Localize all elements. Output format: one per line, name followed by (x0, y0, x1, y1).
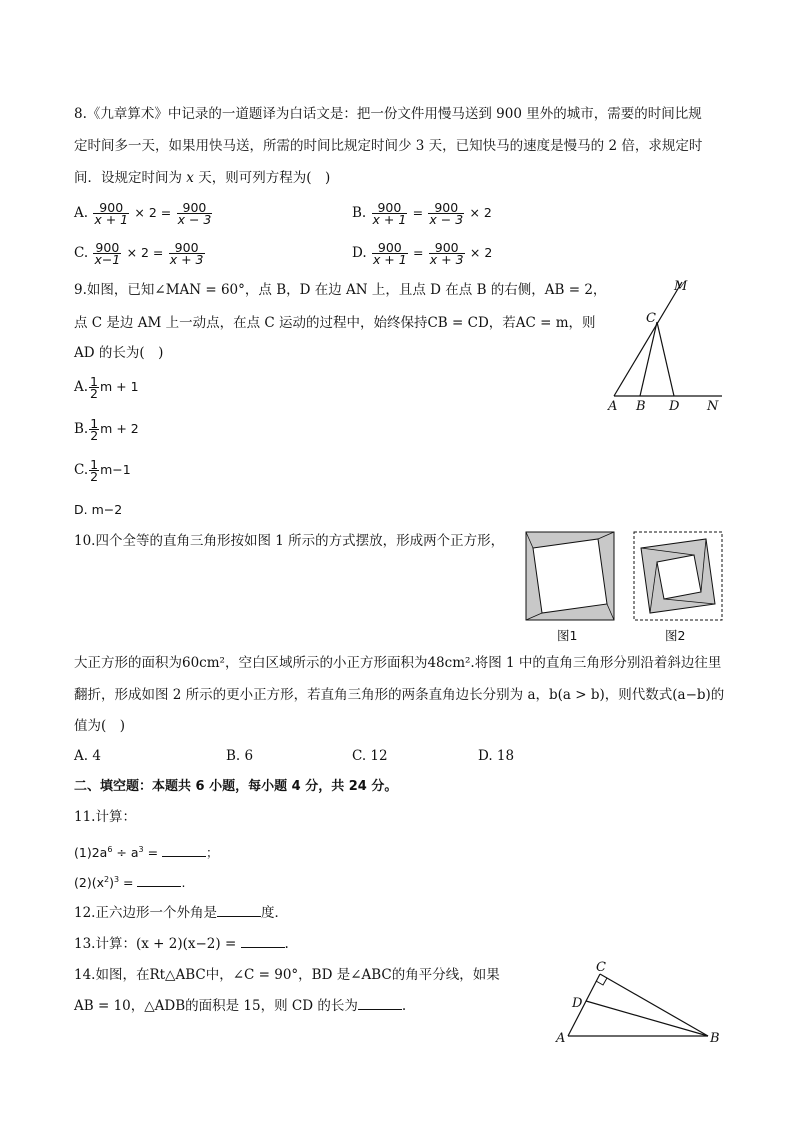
q8-line1: 8.《九章算术》中记录的一道题译为白话文是：把一份文件用慢马送到 900 里外的城市，需要的时间比规 (74, 106, 702, 122)
q10-figure-2-caption: 图2 (665, 628, 686, 643)
q8-variable: x (186, 170, 194, 186)
q14-label-b: B (710, 1031, 720, 1046)
q9-label-m: M (674, 279, 688, 294)
q10-option-b[interactable]: B. 6 (226, 748, 254, 764)
q10-option-a[interactable]: A. 4 (74, 748, 101, 764)
q8-option-c[interactable]: C. $\frac{900}{x-1}$ × 2 = $\frac{900}{x + 3}$ (74, 240, 204, 267)
q11-part1: $(1)2a^6 \div a^3$ = ； (74, 840, 219, 863)
q14-line2: AB = 10，△ADB的面积是 15，则 CD 的长为 . (74, 995, 406, 1016)
q8-option-a[interactable]: A. $\frac{900}{x + 1}$ × 2 = $\frac{900}{x - 3}$ (74, 200, 212, 227)
q9-option-d[interactable]: D. m−2 (74, 502, 123, 517)
q11-part2: $(2)(x^2)^3$ = . (74, 870, 185, 893)
q10-option-d[interactable]: D. 18 (478, 748, 515, 764)
q9-line2: 点 C 是边 AM 上一动点，在点 C 运动的过程中，始终保持CB = CD，若AC = m，则 (74, 315, 596, 331)
q12-answer-blank[interactable] (217, 902, 261, 917)
q10-option-c[interactable]: C. 12 (352, 748, 388, 764)
q11-answer-blank-2[interactable] (137, 872, 181, 887)
q9-option-a[interactable]: A. $\frac{1}{2}$ m + 1 (74, 374, 139, 401)
q9-label-b: B (636, 399, 646, 414)
q10-figure-1 (524, 530, 616, 622)
q10-line4: 值为( ) (74, 718, 126, 734)
q14-answer-blank[interactable] (358, 995, 402, 1010)
q13-answer-blank[interactable] (241, 933, 285, 948)
q9-label-a: A (608, 399, 618, 414)
q8-line3: 间．设规定时间为 x 天，则可列方程为( ) (74, 170, 331, 186)
q9-line3: AD 的长为( ) (74, 345, 164, 361)
q11-title: 11.计算： (74, 809, 136, 825)
q14-label-a: A (556, 1031, 566, 1046)
q10-line3: 翻折，形成如图 2 所示的更小正方形，若直角三角形的两条直角边长分别为 a，b(a > b)，则代数式(a−b)的 (74, 687, 725, 703)
q9-label-n: N (707, 399, 719, 414)
q9-label-c: C (646, 311, 656, 326)
q8-line2: 定时间多一天，如果用快马送，所需的时间比规定时间少 3 天，已知快马的速度是慢马的 2 倍，求规定时 (74, 138, 703, 154)
q9-label-d: D (669, 399, 680, 414)
q10-line1: 10.四个全等的直角三角形按如图 1 所示的方式摆放，形成两个正方形， (74, 533, 505, 549)
q9-option-b[interactable]: B. $\frac{1}{2}$ m + 2 (74, 416, 139, 443)
q9-line1: 9.如图，已知∠MAN = 60°，点 B，D 在边 AN 上，且点 D 在点 B 的右侧，AB = 2， (74, 282, 607, 298)
q10-line2: 大正方形的面积为60cm²，空白区域所示的小正方形面积为48cm².将图 1 中的直角三角形分别沿着斜边往里 (74, 655, 722, 671)
q14-label-c: C (596, 960, 606, 975)
q14-figure (550, 960, 730, 1052)
q9-option-c[interactable]: C. $\frac{1}{2}$ m−1 (74, 457, 131, 484)
q8-option-d[interactable]: D. $\frac{900}{x + 1}$ = $\frac{900}{x + 3}$ × 2 (352, 240, 493, 267)
q10-figure-2 (632, 530, 724, 622)
q10-figure-1-caption: 图1 (557, 628, 578, 643)
q14-line1: 14.如图，在Rt△ABC中，∠C = 90°，BD 是∠ABC的角平分线，如果 (74, 967, 500, 983)
q11-answer-blank-1[interactable] (162, 842, 206, 857)
q13-line: 13.计算：(x + 2)(x−2) = . (74, 933, 289, 954)
q12-line: 12.正六边形一个外角是 度． (74, 902, 288, 923)
q9-figure (600, 278, 730, 418)
q8-option-b[interactable]: B. $\frac{900}{x + 1}$ = $\frac{900}{x - 3}$ × 2 (352, 200, 492, 227)
q14-label-d: D (572, 996, 583, 1011)
section-heading-fill-in: 二、填空题：本题共 6 小题，每小题 4 分，共 24 分。 (74, 779, 398, 794)
